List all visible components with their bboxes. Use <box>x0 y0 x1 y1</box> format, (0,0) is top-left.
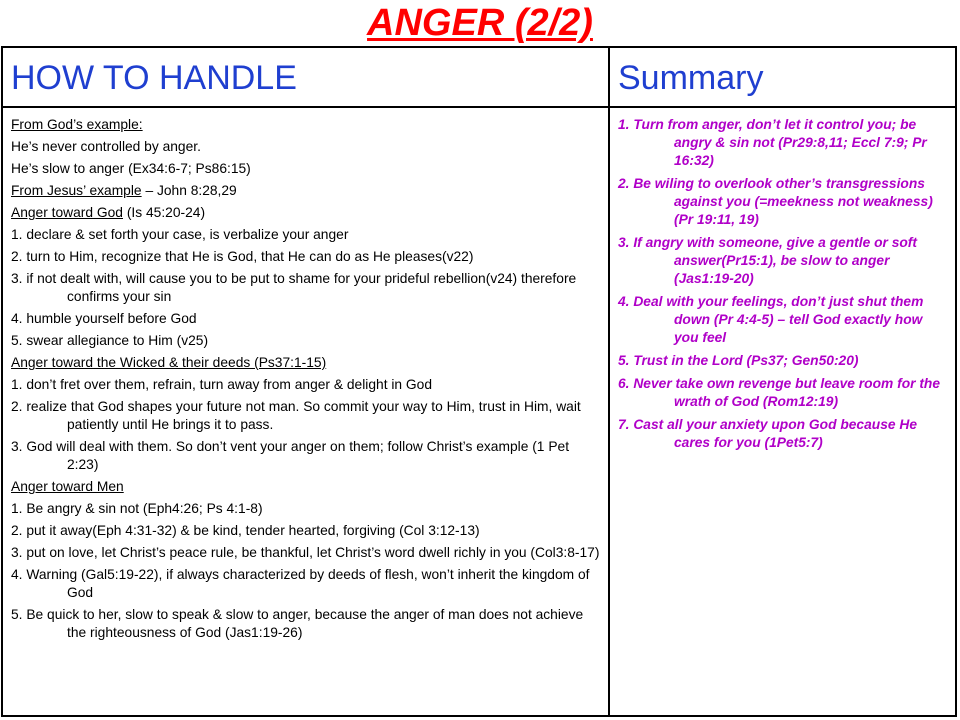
summary-column <box>610 48 955 715</box>
toward-god-item: 2. turn to Him, recognize that He is God, that He can do as He pleases(v22) <box>11 249 474 264</box>
toward-men-item: 2. put it away(Eph 4:31-32) & be kind, tender hearted, forgiving (Col 3:12-13) <box>11 523 480 538</box>
toward-men-item: 5. Be quick to her, slow to speak & slow to anger, because the anger of man does not achieve the righteousness of God (Jas1:19-26) <box>11 607 584 640</box>
gods-example-line: He’s never controlled by anger. <box>11 139 201 154</box>
summary-item: 6. Never take own revenge but leave room for the wrath of God (Rom12:19) <box>618 376 941 409</box>
how-to-handle-header: HOW TO HANDLE <box>3 48 608 108</box>
jesus-example-heading: From Jesus’ example <box>11 183 142 198</box>
toward-wicked-item: 2. realize that God shapes your future not man. So commit your way to Him, trust in Him, wait patiently until He brings it to pass. <box>11 399 581 432</box>
toward-god-item: 1. declare & set forth your case, is verbalize your anger <box>11 227 349 242</box>
toward-wicked-item: 1. don’t fret over them, refrain, turn away from anger & delight in God <box>11 377 433 392</box>
summary-item: 4. Deal with your feelings, don’t just shut them down (Pr 4:4-5) – tell God exactly how you feel <box>618 294 924 345</box>
content-table <box>1 46 957 717</box>
summary-header: Summary <box>610 48 955 108</box>
toward-men-item: 3. put on love, let Christ’s peace rule, be thankful, let Christ’s word dwell richly in you (Col3:8-17) <box>11 545 600 560</box>
toward-god-item: 4. humble yourself before God <box>11 311 197 326</box>
toward-god-heading: Anger toward God <box>11 205 123 220</box>
summary-item: 1. Turn from anger, don’t let it control you; be angry & sin not (Pr29:8,11; Eccl 7:9; Pr 16:32) <box>618 117 927 168</box>
toward-men-item: 4. Warning (Gal5:19-22), if always characterized by deeds of flesh, won’t inherit the kingdom of God <box>11 567 590 600</box>
summary-item: 2. Be wiling to overlook other’s transgressions against you (=meekness not weakness) (Pr 19:11, 19) <box>618 176 933 227</box>
toward-men-heading: Anger toward Men <box>11 479 124 494</box>
summary-item: 7. Cast all your anxiety upon God because He cares for you (1Pet5:7) <box>618 417 918 450</box>
how-to-handle-column <box>3 48 610 715</box>
toward-wicked-item: 3. God will deal with them. So don’t vent your anger on them; follow Christ’s example (1 Pet 2:23) <box>11 439 570 472</box>
jesus-example <box>11 182 600 200</box>
gods-example-heading: From God’s example: <box>11 117 143 132</box>
toward-wicked-heading: Anger toward the Wicked & their deeds (Ps37:1-15) <box>11 355 327 370</box>
summary-body <box>610 108 955 452</box>
toward-men-item: 1. Be angry & sin not (Eph4:26; Ps 4:1-8) <box>11 501 263 516</box>
how-to-handle-body <box>3 108 608 642</box>
gods-example-line: He’s slow to anger (Ex34:6-7; Ps86:15) <box>11 161 251 176</box>
toward-god-item: 3. if not dealt with, will cause you to be put to shame for your prideful rebellion(v24) therefore confirms your sin <box>11 271 577 304</box>
toward-god-ref: (Is 45:20-24) <box>122 205 206 220</box>
toward-god <box>11 204 600 222</box>
slide-title: ANGER (2/2) <box>367 2 593 44</box>
summary-item: 5. Trust in the Lord (Ps37; Gen50:20) <box>618 353 859 368</box>
jesus-example-ref: – John 8:28,29 <box>141 183 237 198</box>
toward-god-item: 5. swear allegiance to Him (v25) <box>11 333 209 348</box>
summary-item: 3. If angry with someone, give a gentle or soft answer(Pr15:1), be slow to anger (Jas1:19-20) <box>618 235 917 286</box>
